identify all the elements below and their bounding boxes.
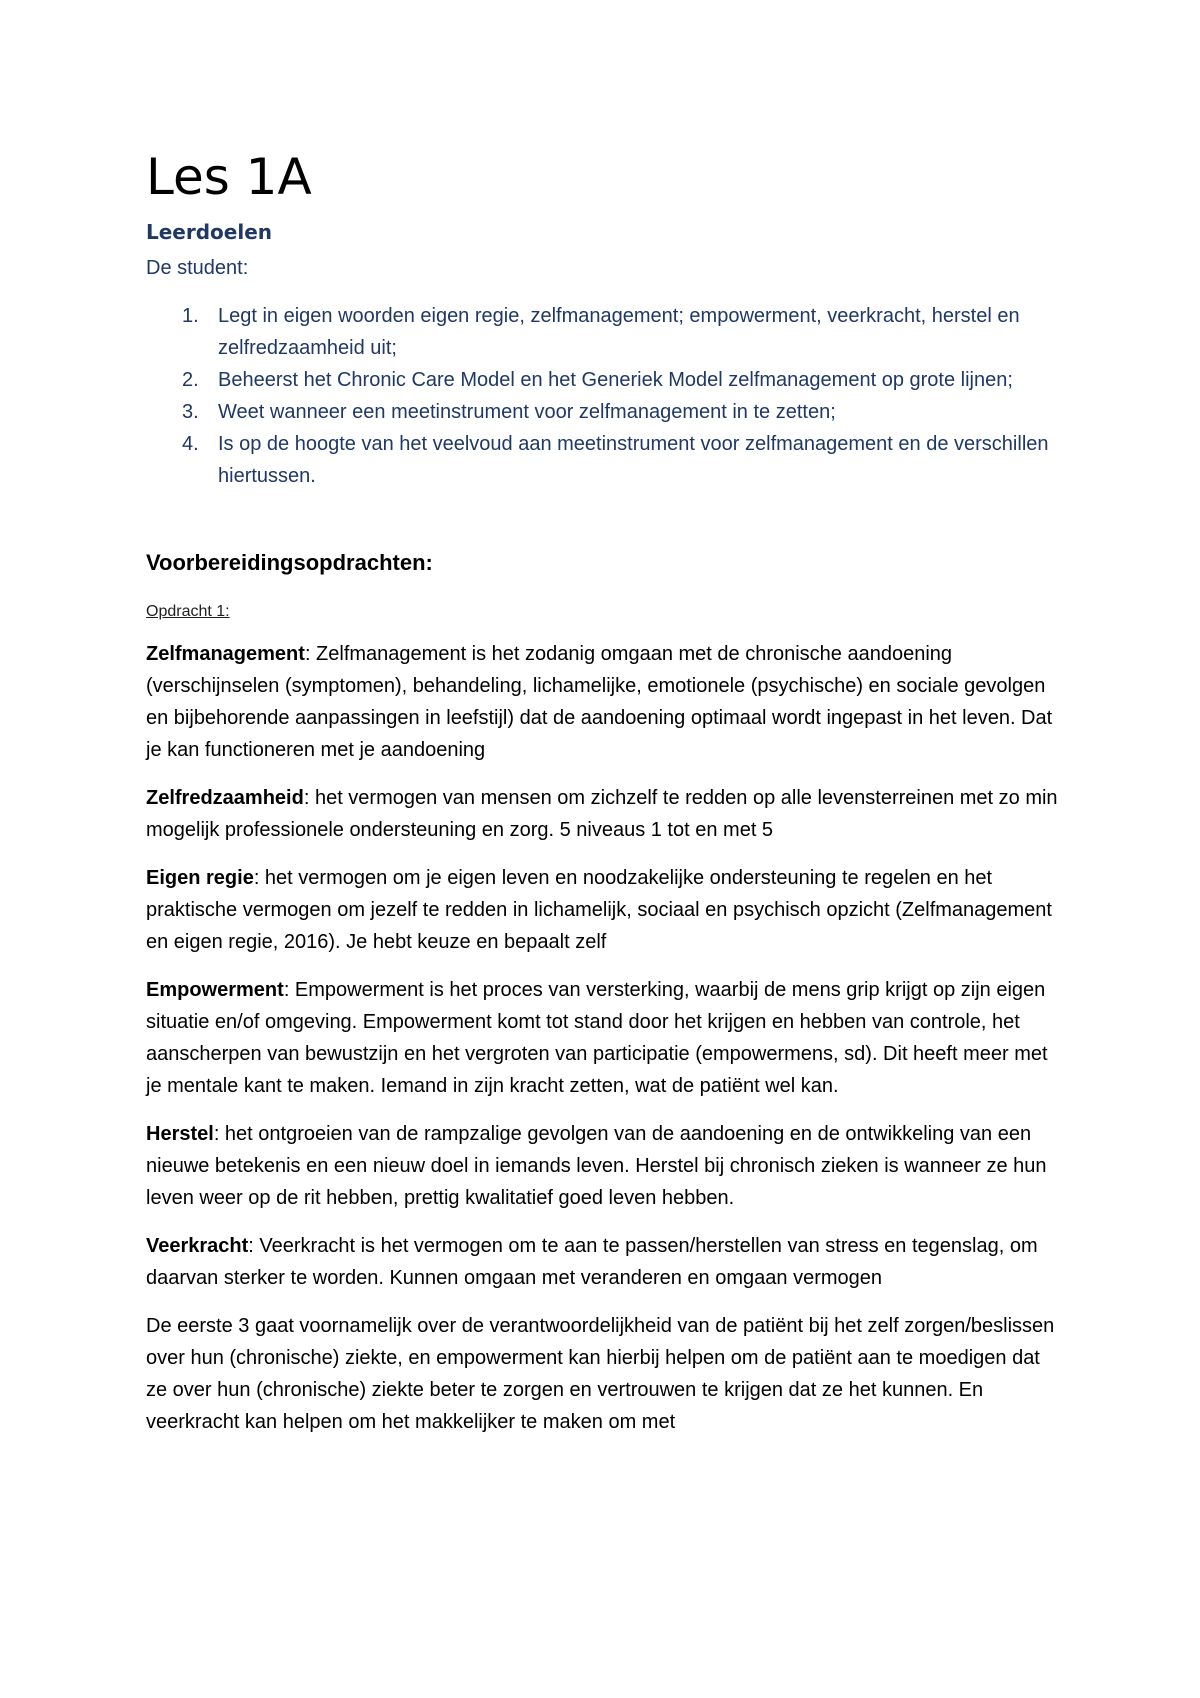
definition-term: Herstel — [146, 1123, 214, 1145]
definition-term: Eigen regie — [146, 867, 254, 889]
definition-paragraph — [146, 862, 1066, 958]
goal-text: Weet wanneer een meetinstrument voor zelfmanagement in te zetten; — [218, 401, 836, 423]
goal-text: Beheerst het Chronic Care Model en het Generiek Model zelfmanagement op grote lijnen; — [218, 369, 1013, 391]
definition-term: Veerkracht — [146, 1235, 249, 1257]
goal-item — [146, 300, 1066, 364]
definitions-section — [146, 638, 1066, 1454]
learning-goals-heading: Leerdoelen — [146, 220, 273, 244]
definition-paragraph — [146, 638, 1066, 766]
definition-text: : Empowerment is het proces van versterking, waarbij de mens grip krijgt op zijn eigen situatie en/of omgeving. Empowerment komt tot stand door het krijgen en hebben van controle, het aanscherpen van bewustzijn en het vergroten van participatie (empowermens, sd). Dit heeft meer met je mentale kant te maken. Iemand in zijn kracht zetten, wat de patiënt wel kan. — [146, 979, 1048, 1097]
goal-number: 2. — [182, 369, 199, 391]
goal-text: Legt in eigen woorden eigen regie, zelfmanagement; empowerment, veerkracht, herstel en zelfredzaamheid uit; — [218, 305, 1020, 359]
page-title: Les 1A — [146, 148, 312, 206]
definition-text: : het vermogen van mensen om zichzelf te redden op alle levensterreinen met zo min mogelijk professionele ondersteuning en zorg. 5 niveaus 1 tot en met 5 — [146, 787, 1058, 841]
assignment-label: Opdracht 1: — [146, 603, 230, 620]
goal-number: 4. — [182, 433, 199, 455]
learning-goals-list — [146, 300, 1066, 492]
closing-paragraph: De eerste 3 gaat voornamelijk over de verantwoordelijkheid van de patiënt bij het zelf zorgen/beslissen over hun (chronische) ziekte, en empowerment kan hierbij helpen om de patiënt aan te moedigen dat ze over hun (chronische) ziekte beter te zorgen en vertrouwen te krijgen dat ze het kunnen. En veerkracht kan helpen om het makkelijker te maken om met — [146, 1315, 1055, 1433]
definition-paragraph — [146, 782, 1066, 846]
definition-paragraph — [146, 1118, 1066, 1214]
goal-number: 3. — [182, 401, 199, 423]
definition-text: : het vermogen om je eigen leven en noodzakelijke ondersteuning te regelen en het praktische vermogen om jezelf te redden in lichamelijk, sociaal en psychisch opzicht (Zelfmanagement en eigen regie, 2016). Je hebt keuze en bepaalt zelf — [146, 867, 1052, 953]
definition-term: Zelfredzaamheid — [146, 787, 304, 809]
definition-text: : het ontgroeien van de rampzalige gevolgen van de aandoening en de ontwikkeling van een nieuwe betekenis en een nieuw doel in iemands leven. Herstel bij chronisch zieken is wanneer ze hun leven weer op de rit hebben, prettig kwalitatief goed leven hebben. — [146, 1123, 1047, 1209]
preparation-heading: Voorbereidingsopdrachten: — [146, 550, 433, 575]
goal-number: 1. — [182, 305, 199, 327]
definition-text: : Zelfmanagement is het zodanig omgaan met de chronische aandoening (verschijnselen (symptomen), behandeling, lichamelijke, emotionele (psychische) en sociale gevolgen en bijbehorende aanpassingen in leefstijl) dat de aandoening optimaal wordt ingepast in het leven. Dat je kan functioneren met je aandoening — [146, 643, 1053, 761]
goal-item — [146, 428, 1066, 492]
goal-text: Is op de hoogte van het veelvoud aan meetinstrument voor zelfmanagement en de verschillen hiertussen. — [218, 433, 1049, 487]
definition-paragraph — [146, 974, 1066, 1102]
goal-item — [146, 364, 1066, 396]
definition-term: Empowerment — [146, 979, 284, 1001]
definition-paragraph — [146, 1230, 1066, 1294]
goal-item — [146, 396, 1066, 428]
definition-term: Zelfmanagement — [146, 643, 305, 665]
definition-text: : Veerkracht is het vermogen om te aan te passen/herstellen van stress en tegenslag, om daarvan sterker te worden. Kunnen omgaan met veranderen en omgaan vermogen — [146, 1235, 1038, 1289]
intro-text: De student: — [146, 257, 249, 279]
